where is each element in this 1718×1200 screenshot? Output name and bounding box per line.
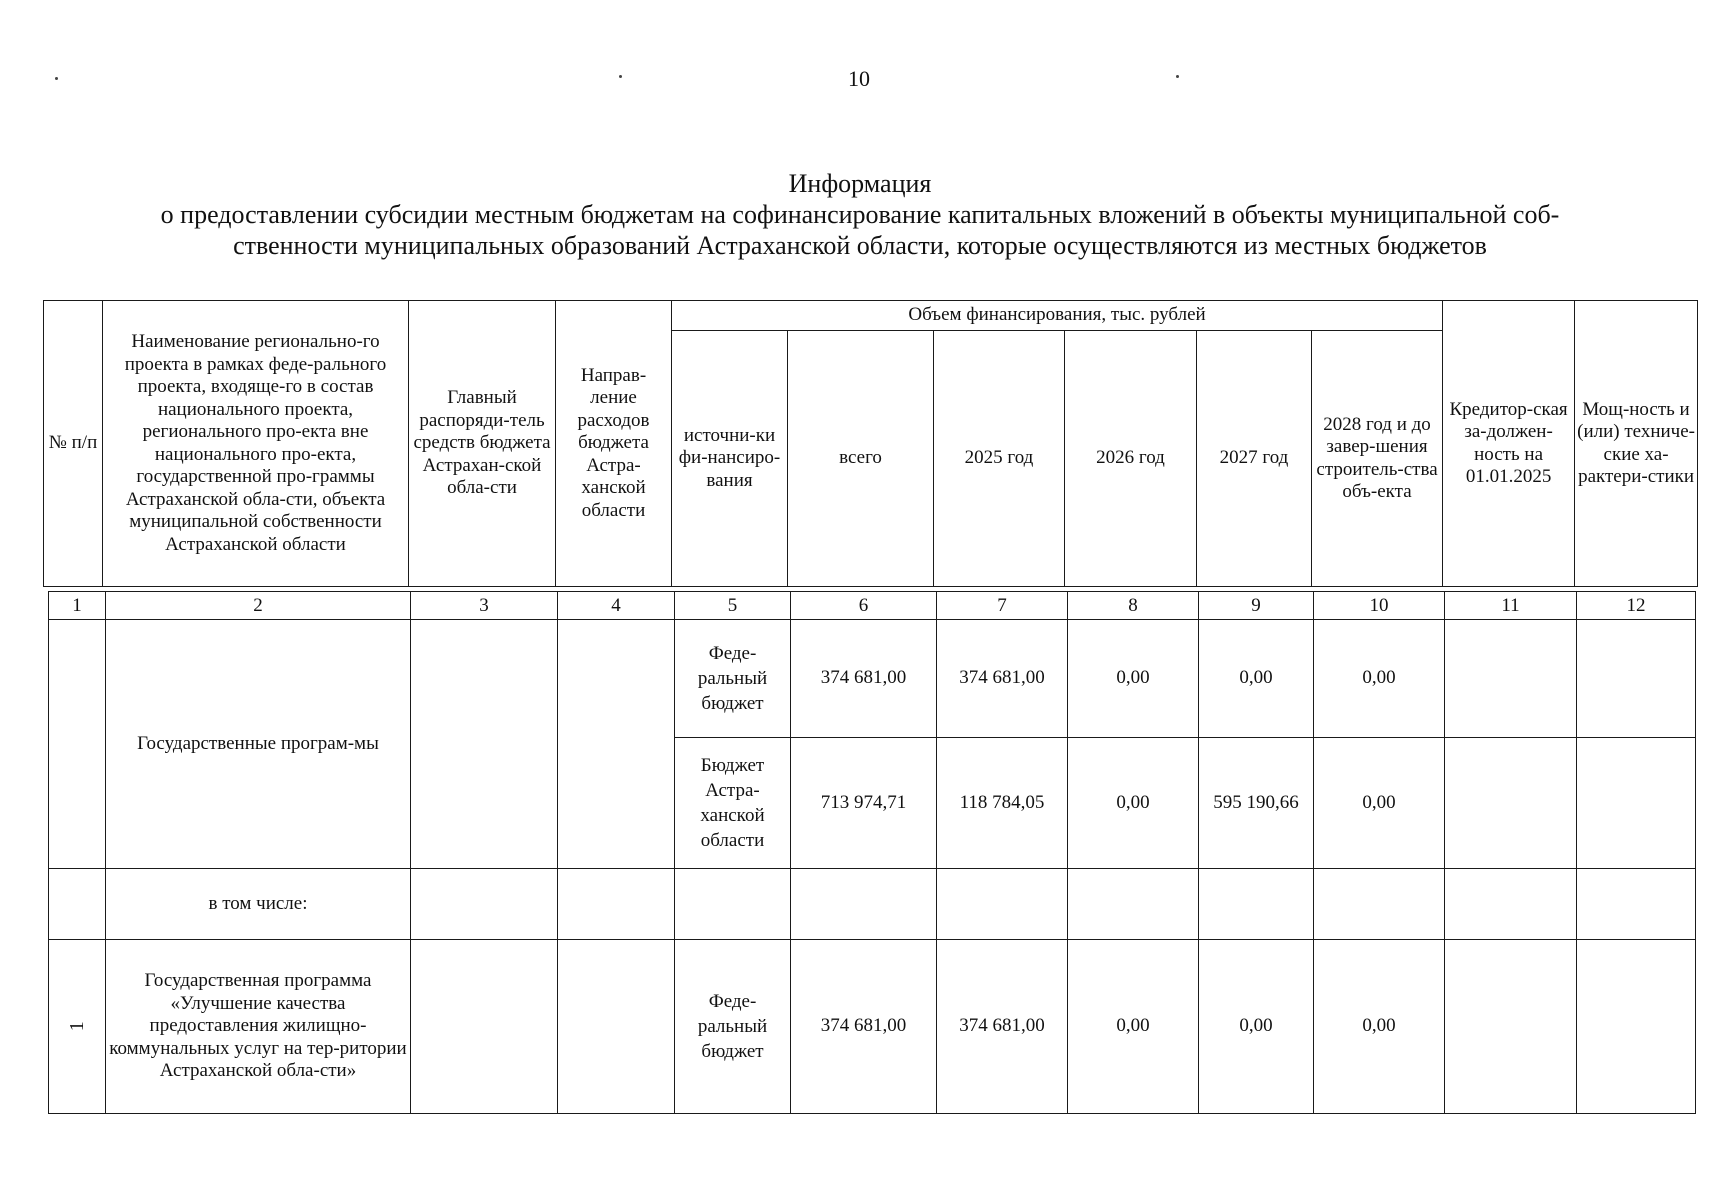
row-total-cell: 374 681,00 bbox=[791, 620, 937, 738]
row-total-cell: 374 681,00 bbox=[791, 940, 937, 1114]
row-capacity-cell bbox=[1577, 738, 1696, 869]
row-source-cell bbox=[675, 869, 791, 940]
scan-speck bbox=[619, 75, 622, 78]
row-capacity-cell bbox=[1577, 620, 1696, 738]
column-number-row bbox=[49, 592, 1696, 620]
row-credit-cell bbox=[1445, 940, 1577, 1114]
row-direction-cell bbox=[558, 940, 675, 1114]
column-number: 3 bbox=[411, 592, 558, 620]
row-name-cell: в том числе: bbox=[106, 869, 411, 940]
data-table bbox=[48, 591, 1696, 1114]
row-2028-cell: 0,00 bbox=[1314, 620, 1445, 738]
header-col-credit: Кредитор-ская за-должен-ность на 01.01.2025 bbox=[1443, 301, 1575, 587]
row-2025-cell bbox=[937, 869, 1068, 940]
document-title bbox=[70, 168, 1650, 261]
row-2028-cell bbox=[1314, 869, 1445, 940]
header-col-capacity: Мощ-ность и (или) техниче-ские ха-рактери-стики bbox=[1575, 301, 1698, 587]
header-col-2026: 2026 год bbox=[1065, 331, 1197, 587]
table-row bbox=[49, 869, 1696, 940]
row-manager-cell bbox=[411, 620, 558, 869]
column-number: 7 bbox=[937, 592, 1068, 620]
row-2026-cell bbox=[1068, 869, 1199, 940]
title-line-1: Информация bbox=[788, 169, 932, 198]
row-2028-cell: 0,00 bbox=[1314, 940, 1445, 1114]
row-2025-cell: 118 784,05 bbox=[937, 738, 1068, 869]
row-num-cell bbox=[49, 940, 106, 1114]
column-number: 12 bbox=[1577, 592, 1696, 620]
column-number: 10 bbox=[1314, 592, 1445, 620]
header-col-sources: источни-ки фи-нансиро-вания bbox=[672, 331, 788, 587]
row-num-cell bbox=[49, 620, 106, 869]
header-col-manager: Главный распоряди-тель средств бюджета Астрахан-ской обла-сти bbox=[409, 301, 556, 587]
column-number: 6 bbox=[791, 592, 937, 620]
row-2027-cell: 595 190,66 bbox=[1199, 738, 1314, 869]
row-credit-cell bbox=[1445, 620, 1577, 738]
header-col-total: всего bbox=[788, 331, 934, 587]
row-credit-cell bbox=[1445, 738, 1577, 869]
row-number: 1 bbox=[65, 1021, 88, 1031]
page-number: 10 bbox=[848, 66, 870, 91]
row-source-cell: Бюджет Астра-ханской области bbox=[675, 738, 791, 869]
column-number: 11 bbox=[1445, 592, 1577, 620]
row-source-cell: Феде-ральный бюджет bbox=[675, 620, 791, 738]
row-num-cell bbox=[49, 869, 106, 940]
column-number: 4 bbox=[558, 592, 675, 620]
row-2027-cell: 0,00 bbox=[1199, 940, 1314, 1114]
scan-speck bbox=[55, 77, 58, 80]
table-row bbox=[49, 940, 1696, 1114]
row-2027-cell bbox=[1199, 869, 1314, 940]
row-capacity-cell bbox=[1577, 869, 1696, 940]
row-capacity-cell bbox=[1577, 940, 1696, 1114]
row-2025-cell: 374 681,00 bbox=[937, 620, 1068, 738]
header-col-2028: 2028 год и до завер-шения строитель-ства объ-екта bbox=[1312, 331, 1443, 587]
row-name-cell: Государственные програм-мы bbox=[106, 620, 411, 869]
column-number: 9 bbox=[1199, 592, 1314, 620]
title-line-3: ственности муниципальных образований Астраханской области, которые осуществляются из местных бюджетов bbox=[233, 231, 1487, 260]
column-number: 5 bbox=[675, 592, 791, 620]
title-line-2: о предоставлении субсидии местным бюджетам на софинансирование капитальных вложений в объекты муниципальной соб- bbox=[160, 200, 1560, 229]
column-number: 2 bbox=[106, 592, 411, 620]
header-col-2027: 2027 год bbox=[1197, 331, 1312, 587]
header-table bbox=[43, 300, 1698, 587]
row-total-cell: 713 974,71 bbox=[791, 738, 937, 869]
scan-speck bbox=[1176, 75, 1179, 78]
table-row bbox=[49, 620, 1696, 738]
header-col-direction: Направ-ление расходов бюджета Астра-ханской области bbox=[556, 301, 672, 587]
header-col-2025: 2025 год bbox=[934, 331, 1065, 587]
row-manager-cell bbox=[411, 940, 558, 1114]
header-col-name: Наименование регионально-го проекта в рамках феде-рального проекта, входяще-го в состав национального проекта, регионального про-екта вне национального про-екта, государственной про-граммы Астраханской обла-сти, объекта муниципальной собственности Астраханской области bbox=[103, 301, 409, 587]
header-funding-group: Объем финансирования, тыс. рублей bbox=[672, 301, 1443, 331]
row-2028-cell: 0,00 bbox=[1314, 738, 1445, 869]
header-col-num: № п/п bbox=[44, 301, 103, 587]
column-number: 8 bbox=[1068, 592, 1199, 620]
row-2026-cell: 0,00 bbox=[1068, 940, 1199, 1114]
row-name-cell: Государственная программа «Улучшение качества предоставления жилищно-коммунальных услуг на тер-ритории Астраханской обла-сти» bbox=[106, 940, 411, 1114]
row-direction-cell bbox=[558, 620, 675, 869]
row-credit-cell bbox=[1445, 869, 1577, 940]
row-source-cell: Феде-ральный бюджет bbox=[675, 940, 791, 1114]
row-2026-cell: 0,00 bbox=[1068, 620, 1199, 738]
row-manager-cell bbox=[411, 869, 558, 940]
column-number: 1 bbox=[49, 592, 106, 620]
row-total-cell bbox=[791, 869, 937, 940]
row-direction-cell bbox=[558, 869, 675, 940]
row-2025-cell: 374 681,00 bbox=[937, 940, 1068, 1114]
row-2027-cell: 0,00 bbox=[1199, 620, 1314, 738]
row-2026-cell: 0,00 bbox=[1068, 738, 1199, 869]
